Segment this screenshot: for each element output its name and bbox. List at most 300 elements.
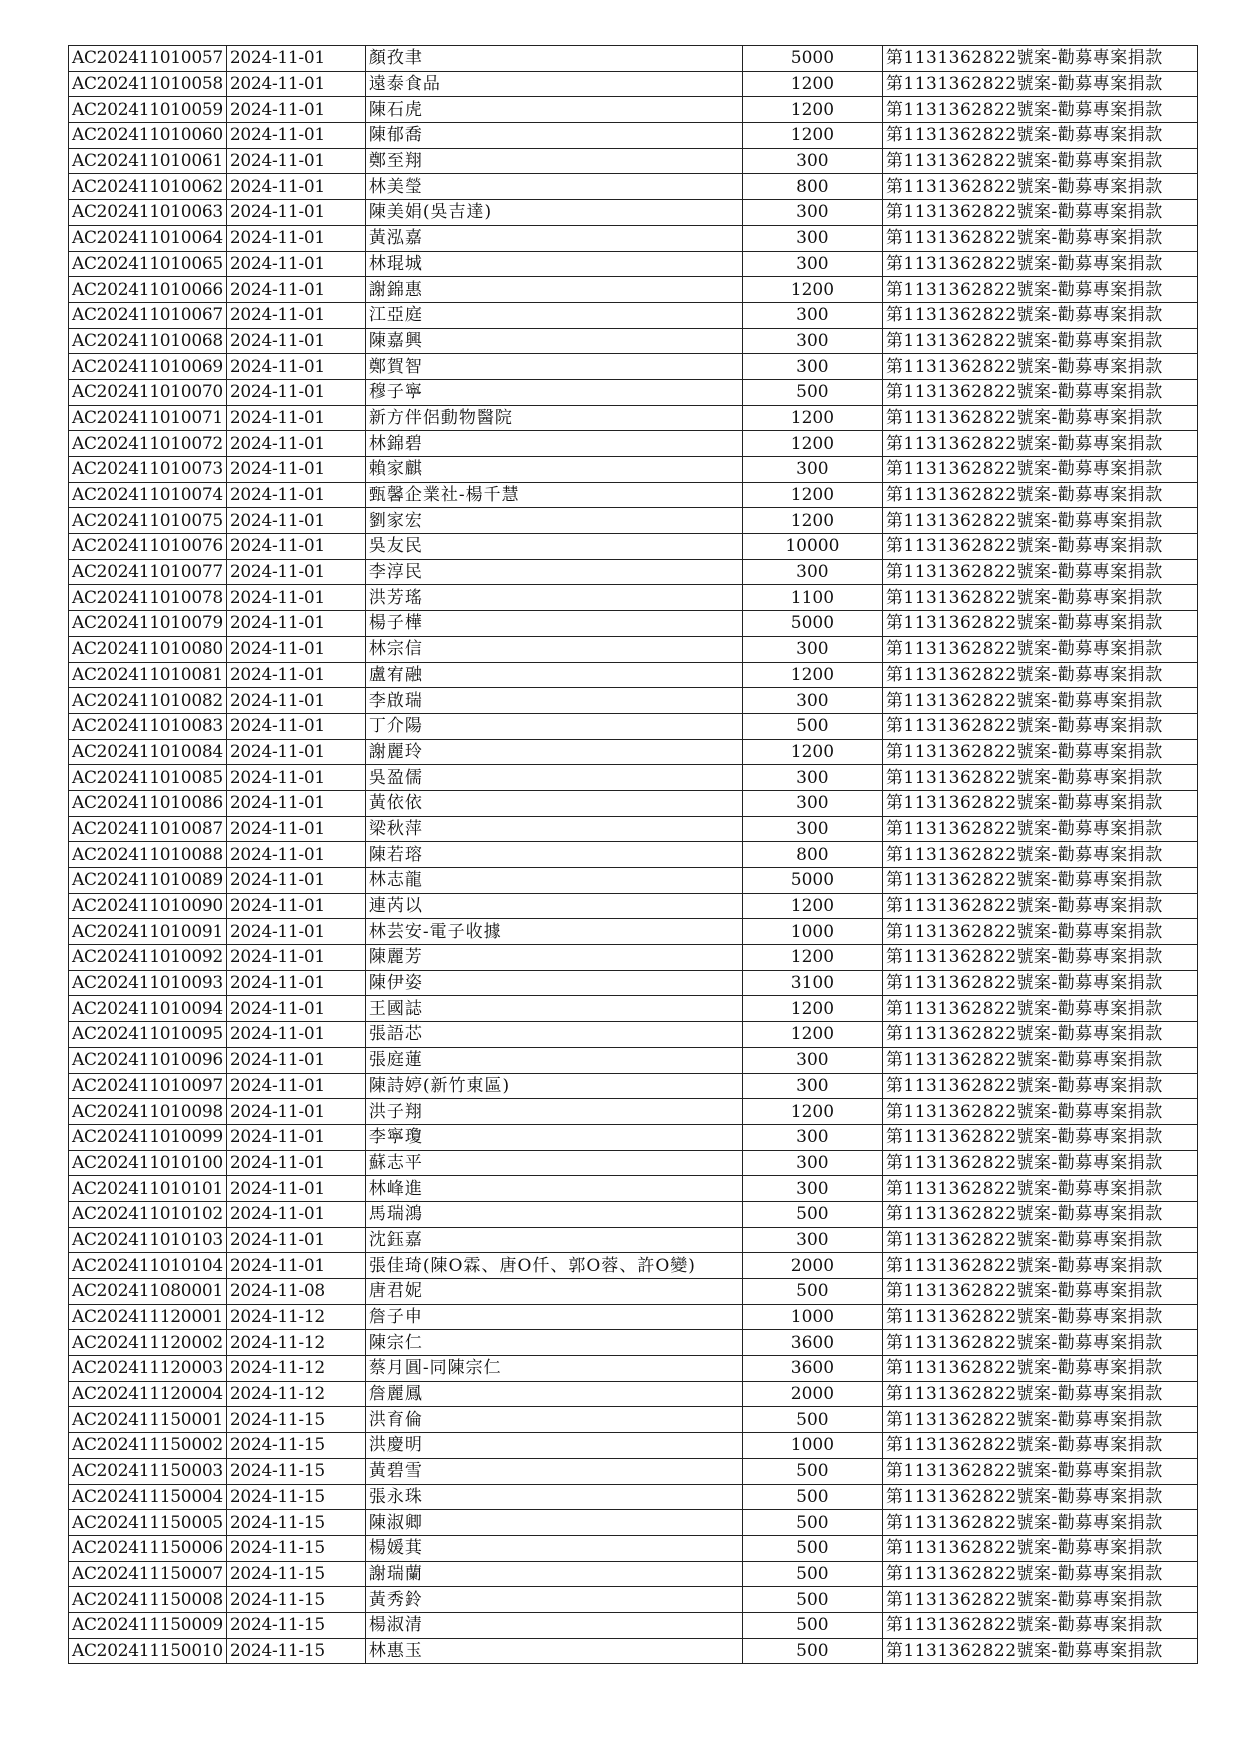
receipt-number-cell: AC202411150002 xyxy=(69,1433,227,1459)
receipt-number-cell: AC202411010096 xyxy=(69,1047,227,1073)
amount-cell: 500 xyxy=(742,1201,882,1227)
remark-cell: 第1131362822號案-勸募專案捐款 xyxy=(882,1561,1197,1587)
receipt-number-cell: AC202411150007 xyxy=(69,1561,227,1587)
donor-name-cell: 新方伴侶動物醫院 xyxy=(365,405,742,431)
remark-cell: 第1131362822號案-勸募專案捐款 xyxy=(882,174,1197,200)
remark-cell: 第1131362822號案-勸募專案捐款 xyxy=(882,919,1197,945)
remark-cell: 第1131362822號案-勸募專案捐款 xyxy=(882,379,1197,405)
remark-cell: 第1131362822號案-勸募專案捐款 xyxy=(882,1458,1197,1484)
amount-cell: 1200 xyxy=(742,405,882,431)
date-cell: 2024-11-15 xyxy=(226,1484,365,1510)
date-cell: 2024-11-12 xyxy=(226,1330,365,1356)
donor-name-cell: 吳友民 xyxy=(365,534,742,560)
donor-name-cell: 陳美娟(吳吉達) xyxy=(365,200,742,226)
receipt-number-cell: AC202411120002 xyxy=(69,1330,227,1356)
table-row xyxy=(69,534,1198,560)
amount-cell: 3100 xyxy=(742,970,882,996)
receipt-number-cell: AC202411010085 xyxy=(69,765,227,791)
donor-name-cell: 吳盈儒 xyxy=(365,765,742,791)
table-row xyxy=(69,842,1198,868)
table-row xyxy=(69,354,1198,380)
amount-cell: 1200 xyxy=(742,277,882,303)
amount-cell: 300 xyxy=(742,765,882,791)
remark-cell: 第1131362822號案-勸募專案捐款 xyxy=(882,790,1197,816)
date-cell: 2024-11-01 xyxy=(226,302,365,328)
date-cell: 2024-11-01 xyxy=(226,970,365,996)
amount-cell: 1200 xyxy=(742,71,882,97)
table-row xyxy=(69,1304,1198,1330)
receipt-number-cell: AC202411010074 xyxy=(69,482,227,508)
receipt-number-cell: AC202411010088 xyxy=(69,842,227,868)
table-row xyxy=(69,71,1198,97)
table-row xyxy=(69,662,1198,688)
remark-cell: 第1131362822號案-勸募專案捐款 xyxy=(882,328,1197,354)
table-row xyxy=(69,1638,1198,1664)
remark-cell: 第1131362822號案-勸募專案捐款 xyxy=(882,1612,1197,1638)
amount-cell: 300 xyxy=(742,457,882,483)
receipt-number-cell: AC202411010072 xyxy=(69,431,227,457)
date-cell: 2024-11-12 xyxy=(226,1381,365,1407)
receipt-number-cell: AC202411010067 xyxy=(69,302,227,328)
receipt-number-cell: AC202411010098 xyxy=(69,1099,227,1125)
remark-cell: 第1131362822號案-勸募專案捐款 xyxy=(882,1176,1197,1202)
table-row xyxy=(69,559,1198,585)
donor-name-cell: 陳若瑢 xyxy=(365,842,742,868)
amount-cell: 1200 xyxy=(742,431,882,457)
receipt-number-cell: AC202411150009 xyxy=(69,1612,227,1638)
receipt-number-cell: AC202411010075 xyxy=(69,508,227,534)
amount-cell: 300 xyxy=(742,790,882,816)
donor-name-cell: 盧宥融 xyxy=(365,662,742,688)
remark-cell: 第1131362822號案-勸募專案捐款 xyxy=(882,1073,1197,1099)
table-row xyxy=(69,46,1198,72)
remark-cell: 第1131362822號案-勸募專案捐款 xyxy=(882,431,1197,457)
amount-cell: 300 xyxy=(742,636,882,662)
remark-cell: 第1131362822號案-勸募專案捐款 xyxy=(882,1407,1197,1433)
date-cell: 2024-11-01 xyxy=(226,534,365,560)
date-cell: 2024-11-01 xyxy=(226,919,365,945)
table-row xyxy=(69,893,1198,919)
amount-cell: 2000 xyxy=(742,1381,882,1407)
remark-cell: 第1131362822號案-勸募專案捐款 xyxy=(882,1227,1197,1253)
remark-cell: 第1131362822號案-勸募專案捐款 xyxy=(882,71,1197,97)
amount-cell: 500 xyxy=(742,379,882,405)
donor-name-cell: 張語芯 xyxy=(365,1022,742,1048)
donor-name-cell: 陳麗芳 xyxy=(365,945,742,971)
donor-name-cell: 穆子寧 xyxy=(365,379,742,405)
amount-cell: 300 xyxy=(742,1124,882,1150)
donor-name-cell: 陳淑卿 xyxy=(365,1510,742,1536)
remark-cell: 第1131362822號案-勸募專案捐款 xyxy=(882,713,1197,739)
date-cell: 2024-11-01 xyxy=(226,200,365,226)
date-cell: 2024-11-01 xyxy=(226,585,365,611)
table-row xyxy=(69,1612,1198,1638)
date-cell: 2024-11-01 xyxy=(226,1176,365,1202)
table-row xyxy=(69,97,1198,123)
amount-cell: 5000 xyxy=(742,46,882,72)
date-cell: 2024-11-01 xyxy=(226,457,365,483)
remark-cell: 第1131362822號案-勸募專案捐款 xyxy=(882,508,1197,534)
remark-cell: 第1131362822號案-勸募專案捐款 xyxy=(882,688,1197,714)
amount-cell: 500 xyxy=(742,1484,882,1510)
date-cell: 2024-11-15 xyxy=(226,1407,365,1433)
receipt-number-cell: AC202411010071 xyxy=(69,405,227,431)
date-cell: 2024-11-01 xyxy=(226,251,365,277)
donor-name-cell: 楊子樺 xyxy=(365,611,742,637)
table-row xyxy=(69,611,1198,637)
table-row xyxy=(69,1458,1198,1484)
remark-cell: 第1131362822號案-勸募專案捐款 xyxy=(882,1099,1197,1125)
remark-cell: 第1131362822號案-勸募專案捐款 xyxy=(882,1587,1197,1613)
table-row xyxy=(69,1510,1198,1536)
donor-name-cell: 陳郁喬 xyxy=(365,123,742,149)
date-cell: 2024-11-01 xyxy=(226,225,365,251)
table-row xyxy=(69,1150,1198,1176)
amount-cell: 500 xyxy=(742,1407,882,1433)
remark-cell: 第1131362822號案-勸募專案捐款 xyxy=(882,1201,1197,1227)
remark-cell: 第1131362822號案-勸募專案捐款 xyxy=(882,123,1197,149)
receipt-number-cell: AC202411010102 xyxy=(69,1201,227,1227)
receipt-number-cell: AC202411010070 xyxy=(69,379,227,405)
receipt-number-cell: AC202411120001 xyxy=(69,1304,227,1330)
date-cell: 2024-11-01 xyxy=(226,765,365,791)
date-cell: 2024-11-01 xyxy=(226,1124,365,1150)
amount-cell: 1200 xyxy=(742,893,882,919)
remark-cell: 第1131362822號案-勸募專案捐款 xyxy=(882,1047,1197,1073)
amount-cell: 300 xyxy=(742,1150,882,1176)
date-cell: 2024-11-01 xyxy=(226,482,365,508)
receipt-number-cell: AC202411010068 xyxy=(69,328,227,354)
remark-cell: 第1131362822號案-勸募專案捐款 xyxy=(882,636,1197,662)
remark-cell: 第1131362822號案-勸募專案捐款 xyxy=(882,611,1197,637)
date-cell: 2024-11-01 xyxy=(226,508,365,534)
amount-cell: 1200 xyxy=(742,945,882,971)
amount-cell: 500 xyxy=(742,713,882,739)
amount-cell: 3600 xyxy=(742,1330,882,1356)
receipt-number-cell: AC202411010058 xyxy=(69,71,227,97)
date-cell: 2024-11-15 xyxy=(226,1433,365,1459)
remark-cell: 第1131362822號案-勸募專案捐款 xyxy=(882,1022,1197,1048)
remark-cell: 第1131362822號案-勸募專案捐款 xyxy=(882,46,1197,72)
receipt-number-cell: AC202411010064 xyxy=(69,225,227,251)
table-row xyxy=(69,816,1198,842)
remark-cell: 第1131362822號案-勸募專案捐款 xyxy=(882,277,1197,303)
amount-cell: 300 xyxy=(742,328,882,354)
receipt-number-cell: AC202411010078 xyxy=(69,585,227,611)
table-row xyxy=(69,996,1198,1022)
donor-name-cell: 林錦碧 xyxy=(365,431,742,457)
remark-cell: 第1131362822號案-勸募專案捐款 xyxy=(882,1510,1197,1536)
receipt-number-cell: AC202411010079 xyxy=(69,611,227,637)
remark-cell: 第1131362822號案-勸募專案捐款 xyxy=(882,816,1197,842)
amount-cell: 1100 xyxy=(742,585,882,611)
donor-name-cell: 陳宗仁 xyxy=(365,1330,742,1356)
receipt-number-cell: AC202411010081 xyxy=(69,662,227,688)
table-row xyxy=(69,1253,1198,1279)
donor-name-cell: 林惠玉 xyxy=(365,1638,742,1664)
remark-cell: 第1131362822號案-勸募專案捐款 xyxy=(882,1330,1197,1356)
donor-name-cell: 李淳民 xyxy=(365,559,742,585)
amount-cell: 1200 xyxy=(742,508,882,534)
table-row xyxy=(69,148,1198,174)
remark-cell: 第1131362822號案-勸募專案捐款 xyxy=(882,893,1197,919)
donor-name-cell: 連芮以 xyxy=(365,893,742,919)
receipt-number-cell: AC202411010057 xyxy=(69,46,227,72)
receipt-number-cell: AC202411010100 xyxy=(69,1150,227,1176)
table-row xyxy=(69,1484,1198,1510)
remark-cell: 第1131362822號案-勸募專案捐款 xyxy=(882,559,1197,585)
remark-cell: 第1131362822號案-勸募專案捐款 xyxy=(882,225,1197,251)
date-cell: 2024-11-01 xyxy=(226,1150,365,1176)
table-row xyxy=(69,1330,1198,1356)
table-row xyxy=(69,1407,1198,1433)
receipt-number-cell: AC202411150001 xyxy=(69,1407,227,1433)
receipt-number-cell: AC202411010077 xyxy=(69,559,227,585)
amount-cell: 300 xyxy=(742,688,882,714)
remark-cell: 第1131362822號案-勸募專案捐款 xyxy=(882,1484,1197,1510)
date-cell: 2024-11-01 xyxy=(226,354,365,380)
amount-cell: 300 xyxy=(742,559,882,585)
table-row xyxy=(69,1176,1198,1202)
donor-name-cell: 沈鈺嘉 xyxy=(365,1227,742,1253)
table-row xyxy=(69,1099,1198,1125)
donor-name-cell: 林芸安-電子收據 xyxy=(365,919,742,945)
donor-name-cell: 洪子翔 xyxy=(365,1099,742,1125)
remark-cell: 第1131362822號案-勸募專案捐款 xyxy=(882,251,1197,277)
table-row xyxy=(69,302,1198,328)
receipt-number-cell: AC202411010066 xyxy=(69,277,227,303)
amount-cell: 500 xyxy=(742,1535,882,1561)
receipt-number-cell: AC202411010103 xyxy=(69,1227,227,1253)
donor-name-cell: 黃秀鈴 xyxy=(365,1587,742,1613)
receipt-number-cell: AC202411010084 xyxy=(69,739,227,765)
date-cell: 2024-11-01 xyxy=(226,148,365,174)
donor-name-cell: 丁介陽 xyxy=(365,713,742,739)
donation-table-body xyxy=(69,46,1198,1664)
date-cell: 2024-11-01 xyxy=(226,868,365,894)
amount-cell: 1200 xyxy=(742,739,882,765)
remark-cell: 第1131362822號案-勸募專案捐款 xyxy=(882,148,1197,174)
receipt-number-cell: AC202411010097 xyxy=(69,1073,227,1099)
remark-cell: 第1131362822號案-勸募專案捐款 xyxy=(882,1433,1197,1459)
table-row xyxy=(69,945,1198,971)
donor-name-cell: 陳嘉興 xyxy=(365,328,742,354)
receipt-number-cell: AC202411010060 xyxy=(69,123,227,149)
date-cell: 2024-11-01 xyxy=(226,842,365,868)
donor-name-cell: 賴家麒 xyxy=(365,457,742,483)
remark-cell: 第1131362822號案-勸募專案捐款 xyxy=(882,534,1197,560)
amount-cell: 5000 xyxy=(742,868,882,894)
table-row xyxy=(69,1381,1198,1407)
amount-cell: 1200 xyxy=(742,1099,882,1125)
date-cell: 2024-11-01 xyxy=(226,688,365,714)
amount-cell: 10000 xyxy=(742,534,882,560)
receipt-number-cell: AC202411010083 xyxy=(69,713,227,739)
amount-cell: 300 xyxy=(742,1073,882,1099)
table-row xyxy=(69,868,1198,894)
remark-cell: 第1131362822號案-勸募專案捐款 xyxy=(882,662,1197,688)
date-cell: 2024-11-08 xyxy=(226,1279,365,1305)
remark-cell: 第1131362822號案-勸募專案捐款 xyxy=(882,996,1197,1022)
table-row xyxy=(69,457,1198,483)
date-cell: 2024-11-01 xyxy=(226,277,365,303)
date-cell: 2024-11-15 xyxy=(226,1638,365,1664)
receipt-number-cell: AC202411010086 xyxy=(69,790,227,816)
receipt-number-cell: AC202411080001 xyxy=(69,1279,227,1305)
receipt-number-cell: AC202411120004 xyxy=(69,1381,227,1407)
receipt-number-cell: AC202411150004 xyxy=(69,1484,227,1510)
donor-name-cell: 劉家宏 xyxy=(365,508,742,534)
amount-cell: 800 xyxy=(742,842,882,868)
table-row xyxy=(69,585,1198,611)
receipt-number-cell: AC202411010063 xyxy=(69,200,227,226)
donor-name-cell: 楊媛萁 xyxy=(365,1535,742,1561)
donor-name-cell: 洪芳瑤 xyxy=(365,585,742,611)
date-cell: 2024-11-01 xyxy=(226,1022,365,1048)
date-cell: 2024-11-01 xyxy=(226,1047,365,1073)
remark-cell: 第1131362822號案-勸募專案捐款 xyxy=(882,970,1197,996)
table-row xyxy=(69,1022,1198,1048)
receipt-number-cell: AC202411010082 xyxy=(69,688,227,714)
donor-name-cell: 洪育倫 xyxy=(365,1407,742,1433)
remark-cell: 第1131362822號案-勸募專案捐款 xyxy=(882,1535,1197,1561)
date-cell: 2024-11-01 xyxy=(226,1253,365,1279)
date-cell: 2024-11-01 xyxy=(226,636,365,662)
table-row xyxy=(69,277,1198,303)
date-cell: 2024-11-01 xyxy=(226,790,365,816)
receipt-number-cell: AC202411010059 xyxy=(69,97,227,123)
receipt-number-cell: AC202411150005 xyxy=(69,1510,227,1536)
amount-cell: 2000 xyxy=(742,1253,882,1279)
donor-name-cell: 黃依依 xyxy=(365,790,742,816)
amount-cell: 300 xyxy=(742,816,882,842)
remark-cell: 第1131362822號案-勸募專案捐款 xyxy=(882,1638,1197,1664)
amount-cell: 500 xyxy=(742,1458,882,1484)
table-row xyxy=(69,1124,1198,1150)
table-row xyxy=(69,431,1198,457)
date-cell: 2024-11-01 xyxy=(226,1073,365,1099)
donor-name-cell: 詹子申 xyxy=(365,1304,742,1330)
donor-name-cell: 陳石虎 xyxy=(365,97,742,123)
donor-name-cell: 張庭蓮 xyxy=(365,1047,742,1073)
table-row xyxy=(69,1587,1198,1613)
amount-cell: 1200 xyxy=(742,996,882,1022)
table-row xyxy=(69,1047,1198,1073)
remark-cell: 第1131362822號案-勸募專案捐款 xyxy=(882,1279,1197,1305)
receipt-number-cell: AC202411010095 xyxy=(69,1022,227,1048)
donor-name-cell: 陳伊姿 xyxy=(365,970,742,996)
donor-name-cell: 黃碧雪 xyxy=(365,1458,742,1484)
receipt-number-cell: AC202411010092 xyxy=(69,945,227,971)
remark-cell: 第1131362822號案-勸募專案捐款 xyxy=(882,457,1197,483)
amount-cell: 300 xyxy=(742,1176,882,1202)
donation-table xyxy=(68,45,1198,1664)
table-row xyxy=(69,713,1198,739)
date-cell: 2024-11-01 xyxy=(226,996,365,1022)
remark-cell: 第1131362822號案-勸募專案捐款 xyxy=(882,868,1197,894)
date-cell: 2024-11-01 xyxy=(226,559,365,585)
date-cell: 2024-11-15 xyxy=(226,1458,365,1484)
table-row xyxy=(69,1433,1198,1459)
receipt-number-cell: AC202411010061 xyxy=(69,148,227,174)
receipt-number-cell: AC202411010080 xyxy=(69,636,227,662)
amount-cell: 500 xyxy=(742,1638,882,1664)
receipt-number-cell: AC202411150008 xyxy=(69,1587,227,1613)
donor-name-cell: 馬瑞鴻 xyxy=(365,1201,742,1227)
donor-name-cell: 林宗信 xyxy=(365,636,742,662)
receipt-number-cell: AC202411150010 xyxy=(69,1638,227,1664)
amount-cell: 1200 xyxy=(742,123,882,149)
donor-name-cell: 詹麗鳳 xyxy=(365,1381,742,1407)
date-cell: 2024-11-01 xyxy=(226,174,365,200)
amount-cell: 500 xyxy=(742,1587,882,1613)
date-cell: 2024-11-01 xyxy=(226,1099,365,1125)
donor-name-cell: 謝錦惠 xyxy=(365,277,742,303)
receipt-number-cell: AC202411010094 xyxy=(69,996,227,1022)
receipt-number-cell: AC202411120003 xyxy=(69,1356,227,1382)
donor-name-cell: 甄馨企業社-楊千慧 xyxy=(365,482,742,508)
donor-name-cell: 王國誌 xyxy=(365,996,742,1022)
amount-cell: 1200 xyxy=(742,1022,882,1048)
receipt-number-cell: AC202411010091 xyxy=(69,919,227,945)
date-cell: 2024-11-12 xyxy=(226,1304,365,1330)
donor-name-cell: 鄭至翔 xyxy=(365,148,742,174)
date-cell: 2024-11-01 xyxy=(226,611,365,637)
date-cell: 2024-11-01 xyxy=(226,893,365,919)
remark-cell: 第1131362822號案-勸募專案捐款 xyxy=(882,1253,1197,1279)
remark-cell: 第1131362822號案-勸募專案捐款 xyxy=(882,405,1197,431)
donor-name-cell: 謝瑞蘭 xyxy=(365,1561,742,1587)
date-cell: 2024-11-15 xyxy=(226,1535,365,1561)
remark-cell: 第1131362822號案-勸募專案捐款 xyxy=(882,1124,1197,1150)
donor-name-cell: 鄭賀智 xyxy=(365,354,742,380)
date-cell: 2024-11-15 xyxy=(226,1612,365,1638)
donor-name-cell: 林美瑩 xyxy=(365,174,742,200)
remark-cell: 第1131362822號案-勸募專案捐款 xyxy=(882,354,1197,380)
table-row xyxy=(69,405,1198,431)
table-row xyxy=(69,1279,1198,1305)
receipt-number-cell: AC202411010093 xyxy=(69,970,227,996)
amount-cell: 3600 xyxy=(742,1356,882,1382)
table-row xyxy=(69,508,1198,534)
donor-name-cell: 洪慶明 xyxy=(365,1433,742,1459)
donor-name-cell: 李寧瓊 xyxy=(365,1124,742,1150)
receipt-number-cell: AC202411150003 xyxy=(69,1458,227,1484)
remark-cell: 第1131362822號案-勸募專案捐款 xyxy=(882,1381,1197,1407)
table-row xyxy=(69,1073,1198,1099)
donor-name-cell: 江亞庭 xyxy=(365,302,742,328)
amount-cell: 300 xyxy=(742,1227,882,1253)
donor-name-cell: 張佳琦(陳O霖、唐O仟、郭O蓉、許O變) xyxy=(365,1253,742,1279)
amount-cell: 1200 xyxy=(742,482,882,508)
date-cell: 2024-11-01 xyxy=(226,662,365,688)
receipt-number-cell: AC202411010099 xyxy=(69,1124,227,1150)
date-cell: 2024-11-01 xyxy=(226,46,365,72)
receipt-number-cell: AC202411010087 xyxy=(69,816,227,842)
remark-cell: 第1131362822號案-勸募專案捐款 xyxy=(882,1150,1197,1176)
table-row xyxy=(69,688,1198,714)
table-row xyxy=(69,739,1198,765)
table-row xyxy=(69,790,1198,816)
date-cell: 2024-11-01 xyxy=(226,97,365,123)
amount-cell: 1200 xyxy=(742,662,882,688)
remark-cell: 第1131362822號案-勸募專案捐款 xyxy=(882,765,1197,791)
donor-name-cell: 黃泓嘉 xyxy=(365,225,742,251)
amount-cell: 1000 xyxy=(742,919,882,945)
date-cell: 2024-11-01 xyxy=(226,328,365,354)
donor-name-cell: 顏孜聿 xyxy=(365,46,742,72)
date-cell: 2024-11-15 xyxy=(226,1587,365,1613)
